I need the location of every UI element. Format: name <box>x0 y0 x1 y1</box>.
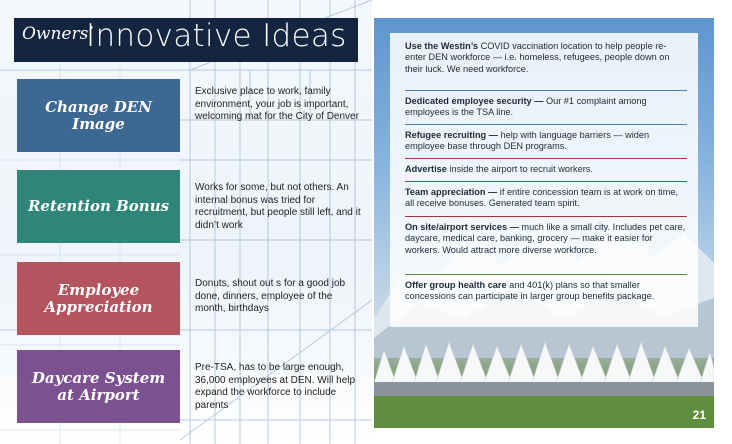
idea-lead: Use the Westin’s <box>405 41 479 51</box>
idea-lead: On site/airport services — <box>405 222 519 232</box>
idea-item <box>405 96 687 119</box>
page-title: Innovative Ideas <box>86 18 347 54</box>
idea-divider <box>405 274 687 275</box>
category-description-employee-appreciation: Donuts, shout out s for a good job done, dinners, employee of the month, birthdays <box>195 278 346 315</box>
idea-item <box>405 187 687 210</box>
idea-text: inside the airport to recruit workers. <box>446 164 593 174</box>
idea-divider <box>405 158 687 159</box>
category-card-change-den-image: Change DEN Image <box>17 79 180 152</box>
category-description-change-den-image: Exclusive place to work, family environment, your job is important, welcoming mat for the City of Denver <box>195 86 359 123</box>
page-number: 21 <box>692 408 706 422</box>
idea-text: much like a small city. Includes pet care, daycare, medical care, banking, grocery — make it easier for workers. Would attract more diverse workforce. <box>405 222 686 255</box>
idea-item <box>405 222 687 256</box>
idea-text: and 401(k) plans so that smaller concessions can participate in larger group benefits package. <box>405 280 655 302</box>
title-prefix: Owners’ <box>22 24 94 44</box>
category-card-daycare-system: Daycare System at Airport <box>17 350 180 423</box>
category-card-employee-appreciation: Employee Appreciation <box>17 262 180 335</box>
category-card-retention-bonus: Retention Bonus <box>17 170 180 243</box>
category-description-daycare-system: Pre-TSA, has to be large enough, 36,000 employees at DEN. Will help expand the workforce to include parents <box>195 362 356 411</box>
idea-text: if entire concession team is at work on time, all receive bonuses. Generated team spirit. <box>405 187 679 209</box>
idea-divider <box>405 216 687 217</box>
idea-lead: Offer group health care <box>405 280 507 290</box>
idea-divider <box>405 90 687 91</box>
idea-lead: Refugee recruiting — <box>405 130 498 140</box>
category-description-retention-bonus: Works for some, but not others. An internal bonus was tried for recruitment, but people still left, and it didn’t work <box>195 182 361 231</box>
idea-text: help with language barriers — widen employee base through DEN programs. <box>405 130 650 152</box>
idea-lead: Advertise <box>405 164 447 174</box>
idea-lead: Dedicated employee security — <box>405 96 544 106</box>
idea-item <box>405 41 687 75</box>
idea-divider <box>405 181 687 182</box>
idea-item <box>405 164 687 175</box>
idea-item <box>405 130 687 153</box>
idea-text: COVID vaccination location to help people re-enter DEN workforce — i.e. homeless, refugees, people down on their luck. We need workforce. <box>405 41 670 74</box>
idea-divider <box>405 124 687 125</box>
idea-text: Our #1 complaint among employees is the TSA line. <box>405 96 647 118</box>
idea-lead: Team appreciation — <box>405 187 498 197</box>
idea-item <box>405 280 687 303</box>
